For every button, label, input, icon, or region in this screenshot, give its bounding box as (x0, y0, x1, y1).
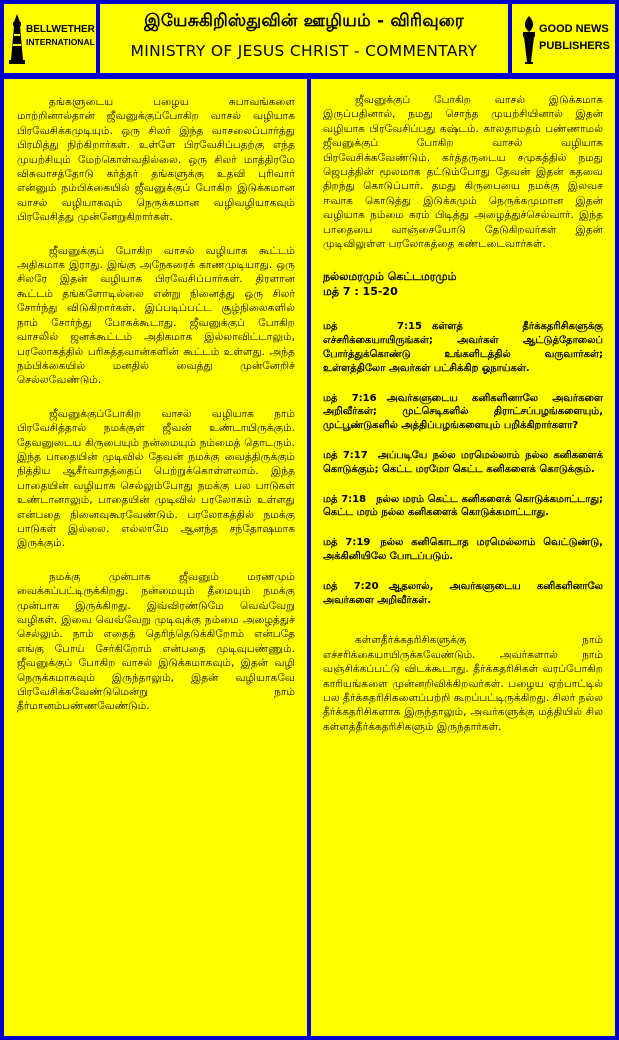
page-title-tamil: இயேசுகிறிஸ்துவின் ஊழியம் - விரிவுரை (144, 11, 464, 31)
bible-verse: மத் 7:15 கள்ளத் தீர்க்கதரிசிகளுக்கு எச்சரிக்கையாயிருங்கள்; அவர்கள் ஆட்டுத்தோலைப் போர்த்துக்கொண்டு உங்களிடத்தில் வருவார்கள்; உள்ளத்திலோ அவர்கள் பட்சிக்கிற ஓநாய்கள். (323, 321, 603, 374)
paragraph: ஜீவனுக்குப்போகிற வாசல் வழியாக நாம் பிரவேசித்தால் நமக்குள் ஜீவன் உண்டாயிருக்கும். தேவனுடைய கிருபையும் நன்மையும் நம்மைத் தொடரும். இந்த பாதையின் முடிவில் தேவன் நமக்கு வைத்திருக்கும் நித்திய ஆசீர்வாதத்தைப் பெற்றுக்கொள்ளலாம். இந்த பாதையின் வழியாக செல்லும்போது நமக்கு பல பாடுகள் உண்டானாலும், பாதையின் முடிவில் பரலோகம் உள்ளது என்பதை நினைவுகூரவேண்டும். பரலோகத்தில் நமக்கு பாடுகள் இல்லை. எல்லாமே ஆனந்த சந்தோஷமாக இருக்கும். (17, 407, 295, 550)
torch-icon (520, 16, 538, 64)
paragraph: தங்களுடைய பழைய சுபாவங்களை மாற்றினால்தான் ஜீவனுக்குப்போகிற வாசல் வழியாக பிரவேசிக்கமுடியும். ஒரு சிலர் இந்த வாசலைப்பார்த்து பிரமித்து நிற்கிறார்கள். உள்ளே பிரவேசிப்பதற்கு எந்த முயற்சியும் மேற்கொள்வதில்லை. ஒரு சிலர் மாத்திரமே விசுவாசத்தோடு கர்த்தர் தங்களுக்கு உதவி புரிவார் என்னும் நம்பிக்கையில் ஜீவனுக்குப் போகிற இடுக்கமான வாசல் வழியாகவும் நெருக்கமான வழிவழியாகவும் பிரவேசித்து முன்னேறுகிறார்கள். (17, 96, 295, 224)
bellwether-logo-panel (4, 4, 96, 73)
bible-verse: மத் 7:18 நல்ல மரம் கெட்ட கனிகளைக் கொடுக்கமாட்டாது; கெட்ட மரம் நல்ல கனிகளைக் கொடுக்கமாட்டாது. (323, 493, 603, 519)
paragraph: நமக்கு முன்பாக ஜீவனும் மரணமும் வைக்கப்பட்டிருக்கிறது. நன்மையும் தீமையும் நமக்கு முன்பாக இருக்கிறது. இவ்விரண்டுமே வெவ்வேறு வழிகள். இவை வெவ்வேறு முடிவுக்கு நம்மை அழைத்துச் செல்லும். நாம் எதைத் தெரிந்தெடுக்கிறோம் என்பதே எங்கு போய் சேர்கிறோம் என்பதை முடிவுபண்ணும். ஜீவனுக்குப் போகிற வாசல் இடுக்கமாகவும், இதன் வழி நெருக்கமாகவும் இருந்தாலும், இதன் வழியாகவே பிரவேசிக்கவேண்டுமென்று நாம் தீர்மானம்பண்ணவேண்டும். (17, 570, 295, 713)
right-text-column (311, 79, 615, 1036)
left-text-column (4, 79, 307, 1036)
bible-verse: மத் 7:20 ஆதலால், அவர்களுடைய கனிகளினாலே அவர்களை அறிவீர்கள். (323, 580, 603, 606)
paragraph: ஜீவனுக்குப் போகிற வாசல் வழியாக கூட்டம் அதிகமாக இராது. இங்கு அநேகரைக் காணமுடியாது. ஒரு சிலரே இதன் வழியாக பிரவேசிப்பார்கள். திரளான கூட்டம் தங்களோடில்லை என்று நினைத்து ஒரு சிலர் சோர்ந்து விடுகிறார்கள். இப்படிப்பட்ட சூழ்நிலைகளில் நாம் சோர்ந்து போகக்கூடாது. ஜீவனுக்குப் போகிற வாசலில் ஜனக்கூட்டம் அதிகமாக இல்லாவிட்டாலும், பரலோகத்தில் பரிசுத்தவான்களின் கூட்டம் உள்ளது. அந்த நம்பிக்கையில் மனதில் வைத்து முன்னேறிச் செல்லவேண்டும். (17, 244, 295, 387)
lighthouse-icon (9, 14, 25, 64)
bible-verse: மத் 7:17 அப்படியே நல்ல மரமெல்லாம் நல்ல கனிகளைக் கொடுக்கும்; கெட்ட மரமோ கெட்ட கனிகளைக் கொடுக்கும். (323, 450, 603, 475)
good-news-logo-panel (512, 4, 615, 73)
bible-verse: மத் 7:16 அவர்களுடைய கனிகளினாலே அவர்களை அறிவீர்கள்; முட்செடிகளில் திராட்சப்பழங்களையும், முட்பூண்டுகளில் அத்திப்பழங்களையும் பறிக்கிறார்களா? (323, 392, 603, 432)
good-news-logo-text: GOOD NEWS PUBLISHERS (539, 23, 610, 52)
bible-verse: மத் 7:19 நல்ல கனிகொடாத மரமெல்லாம் வெட்டுண்டு, அக்கினியிலே போடப்படும். (323, 537, 603, 563)
paragraph: ஜீவனுக்குப் போகிற வாசல் இடுக்கமாக இருப்பதினால், நமது சொந்த முயற்சியினால் இதன் வழியாக பிரவேசிப்பது கஷ்டம். காலதாமதம் பண்ணாமல் ஜீவனுக்குப் போகிற வாசல் வழியாக பிரவேசிக்கவேண்டும். கர்த்தருடைய சமுகத்தில் நமது ஜெபத்தின் மூலமாக தட்டும்போது தேவன் இதன் கதவை திறந்து கொடுப்பார். தமது கிருபையை நமக்கு இலவச ஈவாக கொடுத்து இடுக்கமும் நெருக்கமுமான இதன் வழியாக நம்மை கரம் பிடித்து அழைத்துச்செல்வார். இந்த பாதையை வாஞ்சையோடு தேடுகிறவர்கள் இதன் முடிவிலுள்ள பரலோகத்தை கண்டடைவார்கள். (323, 94, 603, 251)
paragraph: கள்ளதீர்க்கதரிசிகளுக்கு நாம் எச்சரிக்கையாயிருக்கவேண்டும். அவர்களால் நாம் வஞ்சிக்கப்பட்டு விடக்கூடாது. தீர்க்கதரிசிகள் வரப்போகிற காரியங்களை முன்னறிவிக்கிறவர்கள். பழைய ஏற்பாட்டில் பல தீர்க்கதரிசிகளைப்பற்றி கூறப்பட்டிருக்கிறது. சிலர் நல்ல தீர்க்கதரிசிகளாக இருந்தாலும், அவர்களுக்கு மத்தியில் சில கள்ளத்தீர்க்கதரிசிகளும் இருந்தார்கள். (323, 634, 603, 733)
bellwether-logo-text: BELLWETHER INTERNATIONAL (26, 24, 95, 47)
section-heading: நல்லமரமும் கெட்டமரமும் மத் 7 : 15-20 (323, 270, 457, 299)
page-title-english: MINISTRY OF JESUS CHRIST - COMMENTARY (130, 42, 478, 60)
header-title-panel (100, 4, 508, 73)
